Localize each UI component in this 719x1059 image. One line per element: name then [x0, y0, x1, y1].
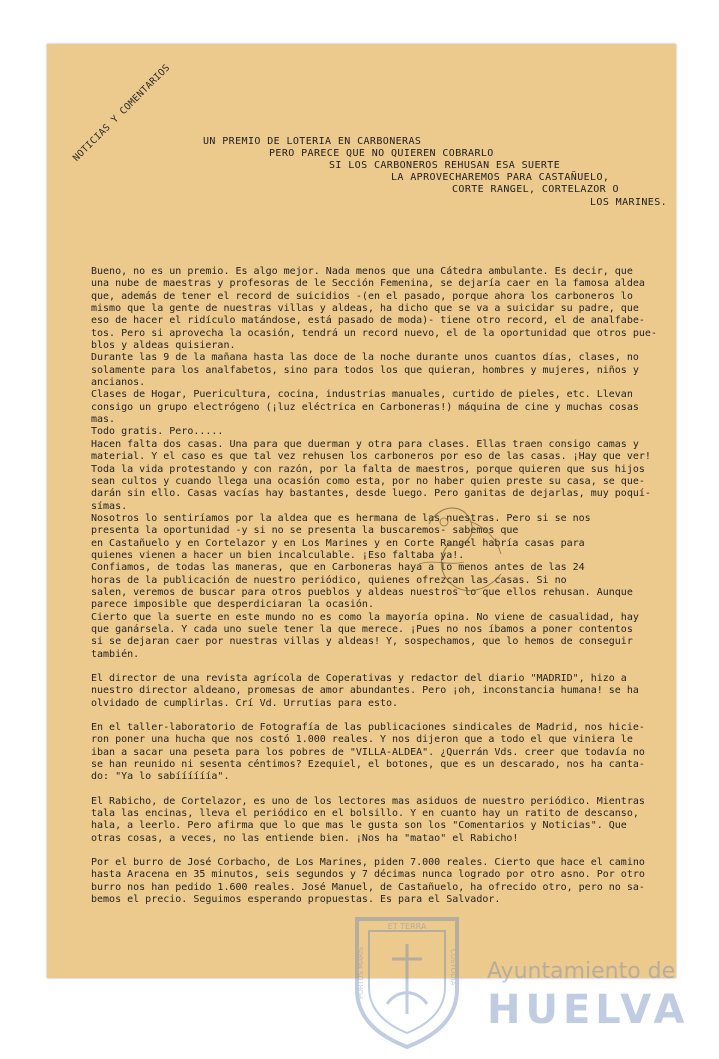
text-line: eso de hacer el ridículo matándose, está pasado de moda)- tiene otro record, el de analfabe- [91, 315, 645, 327]
text-line: otras cosas, a veces, no las entiende bien. ¡Nos ha "matao" el Rabicho! [91, 832, 519, 844]
text-line: tos. Pero si aprovecha la ocasión, tendrá un record nuevo, el de la oportunidad que otros pue- [91, 327, 657, 339]
text-line: horas de la publicación de nuestro periódico, quienes ofrezcan las casas. Si no [91, 574, 567, 586]
text-line: Durante las 9 de la mañana hasta las doce de la noche durante unos cuantos días, clases, no [91, 352, 639, 364]
text-line: darán sin ello. Casas vacías hay bastantes, desde luego. Pero ganitas de dejarlas, muy poquí- [91, 488, 651, 500]
text-line: símas. [91, 500, 128, 512]
article-paragraph [91, 266, 673, 661]
article-paragraph [91, 857, 673, 906]
text-line: olvidado de cumplirlas. Crí Vd. Urrutias para esto. [91, 697, 399, 709]
text-line: sean cultos y cuando llega una ocasión como esta, por no haber quien preste su casa, se que- [91, 475, 645, 487]
text-line: una nube de maestras y profesoras de le Sección Femenina, se dejaría caer en la famosa aldea [91, 278, 645, 290]
headline-line: LA APROVECHAREMOS PARA CASTAÑUELO, [391, 172, 610, 183]
watermark-line-2: HUELVA [487, 987, 690, 1033]
section-label: NOTICIAS Y COMENTARIOS [71, 62, 173, 164]
headline-line: PERO PARECE QUE NO QUIEREN COBRARLO [269, 148, 494, 159]
text-line: quienes vienen a hacer un bien incalculable. ¡Eso faltaba ya!. [91, 549, 465, 561]
text-line: burro nos han pedido 1.600 reales. José Manuel, de Castañuelo, ha ofrecido otro, pero no sa- [91, 881, 645, 893]
text-line: El director de una revista agrícola de Coperativas y redactor del diario "MADRID", hizo a [91, 673, 627, 684]
text-line: presenta la oportunidad -y si no se presenta la buscaremos- sabemos que [91, 525, 519, 537]
headline-line: UN PREMIO DE LOTERIA EN CARBONERAS [203, 136, 422, 147]
text-line: ancianos. [91, 377, 146, 389]
shield-motto-right: CUSTODIA [449, 949, 457, 986]
text-line: Clases de Hogar, Puericultura, cocina, industrias manuales, curtido de pieles, etc. Llevan [91, 389, 633, 401]
shield-motto-top: ET TERRA [387, 922, 427, 931]
text-line: El Rabicho, de Cortelazor, es uno de los lectores mas asiduos de nuestro periódico. Mientras [91, 795, 645, 807]
headline-line: CORTE RANGEL, CORTELAZOR O [452, 184, 619, 195]
shield-motto-left: PORTUS MARIS [357, 946, 365, 999]
city-shield-icon [347, 909, 467, 1049]
text-line: hasta Aracena en 35 minutos, seis segundos y 7 décimas nunca logrado por otro asno. Por otro [91, 869, 645, 881]
article-paragraph [91, 673, 673, 710]
pencil-sketch-figure [409, 494, 519, 604]
text-line: Por el burro de José Corbacho, de Los Marines, piden 7.000 reales. Cierto que hace el camino [91, 857, 645, 869]
archive-watermark [347, 899, 707, 1059]
text-line: Toda la vida protestando y con razón, por la falta de maestros, porque quieren que sus hijos [91, 463, 645, 475]
text-line: iban a sacar una peseta para los pobres de "VILLA-ALDEA". ¿Querrán Vds. creer que todavía no [91, 746, 645, 758]
text-line: salen, veremos de buscar para otros pueblos y aldeas nuestros lo que ellos rehusan. Aunque [91, 586, 633, 598]
text-line: Bueno, no es un premio. Es algo mejor. Nada menos que una Cátedra ambulante. Es decir, que [91, 266, 633, 277]
text-line: que ganársela. Y cada uno suele tener la que merece. ¡Pues no nos íbamos a poner contentos [91, 623, 633, 635]
text-line: En el taller-laboratorio de Fotografía de las publicaciones sindicales de Madrid, nos hicie- [91, 722, 645, 734]
text-line: Todo gratis. Pero..... [91, 426, 224, 438]
text-line: ron poner una hucha que nos costó 1.000 reales. Y nos dijeron que a todo el que viniera le [91, 734, 633, 746]
watermark-line-1: Ayuntamiento de [487, 959, 676, 984]
text-line: solamente para los analfabetos, sino para todos los que quieran, hombres y mujeres, niños y [91, 364, 639, 376]
headline-line: SI LOS CARBONEROS REHUSAN ESA SUERTE [329, 160, 561, 171]
text-line: mismo que la gente de nuestras villas y aldeas, ha dicho que se va a suicidar su padre, que [91, 303, 639, 315]
text-line: Confiamos, de todas las maneras, que en Carboneras haya a lo menos antes de las 24 [91, 562, 585, 574]
text-line: tala las encinas, lleva el periódico en el bolsillo. Y en cuanto hay un ratito de descanso, [91, 808, 639, 820]
article-paragraph [91, 722, 673, 784]
text-line: se han reunido ni sesenta céntimos? Ezequiel, el botones, que es un descarado, nos ha canta- [91, 759, 645, 771]
text-line: en Castañuelo y en Cortelazor y en Los Marines y en Corte Rangel habría casas para [91, 537, 585, 549]
text-line: que, además de tener el record de suicidios -(en el pasado, porque ahora los carboneros lo [91, 290, 633, 302]
text-line: nuestro director aldeano, promesas de amor abundantes. Pero ¡oh, inconstancia humana! se ha [91, 685, 639, 697]
text-line: blos y aldeas quisieran. [91, 340, 236, 352]
text-line: mas. [91, 414, 116, 426]
text-line: consigo un grupo electrógeno (¡luz eléctrica en Carboneras!) máquina de cine y muchas cosas [91, 401, 639, 413]
text-line: Nosotros lo sentiríamos por la aldea que es hermana de las nuestras. Pero si se nos [91, 512, 591, 524]
text-line: do: "Ya lo sabíííííía". [91, 771, 230, 783]
text-line: bemos el precio. Seguimos esperando propuestas. Es para el Salvador. [91, 894, 501, 906]
article-paragraph [91, 796, 673, 845]
text-line: Hacen falta dos casas. Una para que duerman y otra para clases. Ellas traen consigo camas y [91, 438, 639, 450]
headline-line: LOS MARINES. [590, 197, 668, 208]
text-line: si se dejaran caer por nuestras villas y aldeas! Y, sospechamos, que lo hemos de conseguir [91, 636, 633, 648]
text-line: Cierto que la suerte en este mundo no es como la mayoría opina. No viene de casualidad, hay [91, 611, 639, 623]
text-line: parece imposible que desperdiciaran la ocasión. [91, 599, 374, 611]
text-line: material. Y el caso es que tal vez rehusen los carboneros por eso de las casas. ¡Hay que ver! [91, 451, 651, 463]
text-line: también. [91, 648, 140, 660]
typed-document-page [47, 44, 690, 1033]
article-body [91, 266, 673, 919]
text-line: hala, a leerlo. Pero afirma que lo que mas le gusta son los "Comentarios y Noticias". Que [91, 820, 627, 832]
